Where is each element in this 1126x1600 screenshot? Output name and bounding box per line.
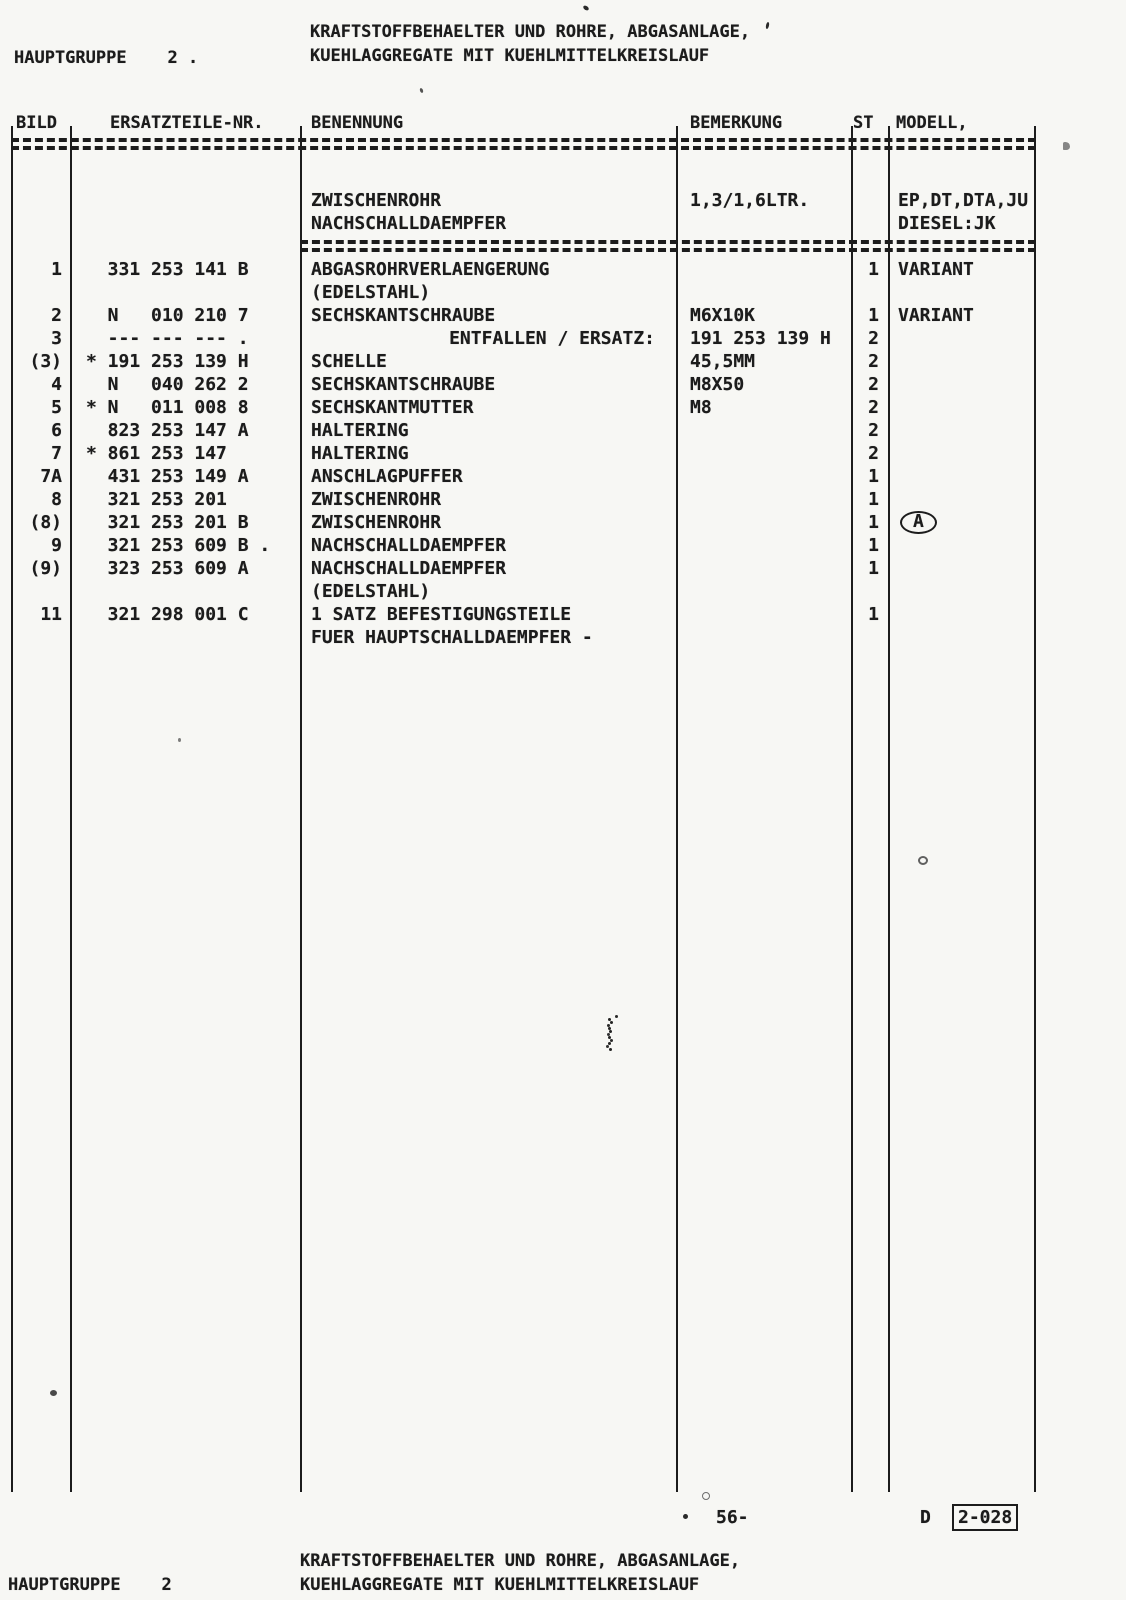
section-separator [300,240,1036,252]
cell-bild: 11 [40,604,62,625]
cell-remark: M6X10K [690,305,756,326]
cell-part-number: N 040 262 2 [86,374,249,395]
table-row [0,603,1126,626]
scan-artifact [702,1492,710,1500]
page-title-line2: KUEHLAGGREGATE MIT KUEHLMITTELKREISLAUF [310,46,710,66]
table-row [0,281,1126,304]
cell-bild: 3 [51,328,62,349]
header-separator [11,138,1036,150]
cell-quantity: 1 [868,259,879,280]
cell-description: NACHSCHALLDAEMPFER [311,535,507,556]
table-row [0,557,1126,580]
cell-description: ZWISCHENROHR [311,489,442,510]
scan-artifact [765,22,769,29]
table-row [0,465,1126,488]
table-row [0,258,1126,281]
table-row [0,511,1126,534]
table-row [0,235,1126,258]
doc-code-badge: 2-028 [952,1504,1018,1531]
table-row [0,166,1126,189]
scan-artifact [50,1390,57,1396]
table-row [0,626,1126,649]
cell-description: NACHSCHALLDAEMPFER [311,213,507,234]
main-group-label: HAUPTGRUPPE 2 . [14,48,199,68]
cell-part-number: 321 253 201 B [86,512,249,533]
cell-bild: 6 [51,420,62,441]
table-row [0,327,1126,350]
cell-description: FUER HAUPTSCHALLDAEMPFER - [311,627,593,648]
cell-quantity: 1 [868,604,879,625]
cell-description: NACHSCHALLDAEMPFER [311,558,507,579]
cell-description: ABGASROHRVERLAENGERUNG [311,259,550,280]
column-header-name: BENENNUNG [311,113,404,133]
table-row [0,212,1126,235]
cell-part-number: N 010 210 7 [86,305,249,326]
cell-part-number: 321 298 001 C [86,604,249,625]
cell-quantity: 2 [868,443,879,464]
cell-description: (EDELSTAHL) [311,282,431,303]
page-number: 56- [716,1507,749,1528]
cell-description: ZWISCHENROHR [311,512,442,533]
cell-description: SECHSKANTMUTTER [311,397,474,418]
cell-bild: 4 [51,374,62,395]
footer-group-label: HAUPTGRUPPE 2 [8,1575,172,1595]
cell-part-number: 321 253 201 [86,489,227,510]
table-row [0,534,1126,557]
cell-description: ANSCHLAGPUFFER [311,466,463,487]
cell-bild: 8 [51,489,62,510]
column-header-remark: BEMERKUNG [690,113,783,133]
cell-description: SECHSKANTSCHRAUBE [311,374,496,395]
table-row [0,396,1126,419]
cell-bild: 1 [51,259,62,280]
cell-part-number: * N 011 008 8 [86,397,249,418]
table-row [0,350,1126,373]
scan-artifact [918,856,928,865]
cell-model: DIESEL:JK [898,213,996,234]
cell-remark: M8 [690,397,712,418]
scan-artifact [582,5,589,12]
cell-quantity: 1 [868,489,879,510]
cell-quantity: 2 [868,374,879,395]
cell-bild: (9) [29,558,62,579]
cell-quantity: 2 [868,397,879,418]
cell-model: A [900,511,937,534]
cell-remark: 191 253 139 H [690,328,831,349]
scan-artifact [608,1018,611,1021]
column-header-qty: ST [853,113,874,133]
cell-quantity: 1 [868,466,879,487]
cell-model: EP,DT,DTA,JU [898,190,1029,211]
cell-description: SCHELLE [311,351,387,372]
column-header-part-nr: ERSATZTEILE-NR. [110,113,264,133]
cell-description: 1 SATZ BEFESTIGUNGSTEILE [311,604,572,625]
scan-artifact [683,1514,688,1519]
cell-remark: M8X50 [690,374,745,395]
cell-remark: 1,3/1,6LTR. [690,190,810,211]
page-title-line1: KRAFTSTOFFBEHAELTER UND ROHRE, ABGASANLAGE, [310,22,751,42]
table-row [0,580,1126,603]
cell-part-number: 321 253 609 B . [86,535,271,556]
table-row [0,442,1126,465]
cell-description: (EDELSTAHL) [311,581,431,602]
cell-model: VARIANT [898,305,974,326]
table-row [0,419,1126,442]
column-header-bild: BILD [16,113,57,133]
cell-description: ENTFALLEN / ERSATZ: [449,328,655,349]
cell-quantity: 2 [868,420,879,441]
scan-artifact [178,738,181,742]
cell-bild: (3) [29,351,62,372]
cell-part-number: 323 253 609 A [86,558,249,579]
cell-part-number: 431 253 149 A [86,466,249,487]
table-row [0,373,1126,396]
table-row [0,488,1126,511]
footer-title-line2: KUEHLAGGREGATE MIT KUEHLMITTELKREISLAUF [300,1575,700,1595]
scan-artifact [1063,142,1070,150]
cell-bild: 7 [51,443,62,464]
cell-part-number: 823 253 147 A [86,420,249,441]
cell-bild: (8) [29,512,62,533]
cell-quantity: 1 [868,558,879,579]
cell-description: HALTERING [311,420,409,441]
cell-quantity: 2 [868,328,879,349]
cell-remark: 45,5MM [690,351,756,372]
cell-bild: 7A [40,466,62,487]
cell-part-number: 331 253 141 B [86,259,249,280]
cell-bild: 5 [51,397,62,418]
doc-letter: D [920,1507,931,1528]
cell-bild: 2 [51,305,62,326]
cell-bild: 9 [51,535,62,556]
cell-part-number: * 191 253 139 H [86,351,249,372]
column-header-model: MODELL, [896,113,968,133]
cell-quantity: 1 [868,305,879,326]
cell-quantity: 1 [868,535,879,556]
cell-description: SECHSKANTSCHRAUBE [311,305,496,326]
table-row [0,304,1126,327]
cell-model: VARIANT [898,259,974,280]
table-row [0,189,1126,212]
cell-part-number: * 861 253 147 [86,443,227,464]
cell-description: HALTERING [311,443,409,464]
scan-artifact [419,88,424,94]
cell-quantity: 1 [868,512,879,533]
cell-description: ZWISCHENROHR [311,190,442,211]
footer-title-line1: KRAFTSTOFFBEHAELTER UND ROHRE, ABGASANLAGE, [300,1551,741,1571]
cell-part-number: --- --- --- . [86,328,249,349]
cell-quantity: 2 [868,351,879,372]
